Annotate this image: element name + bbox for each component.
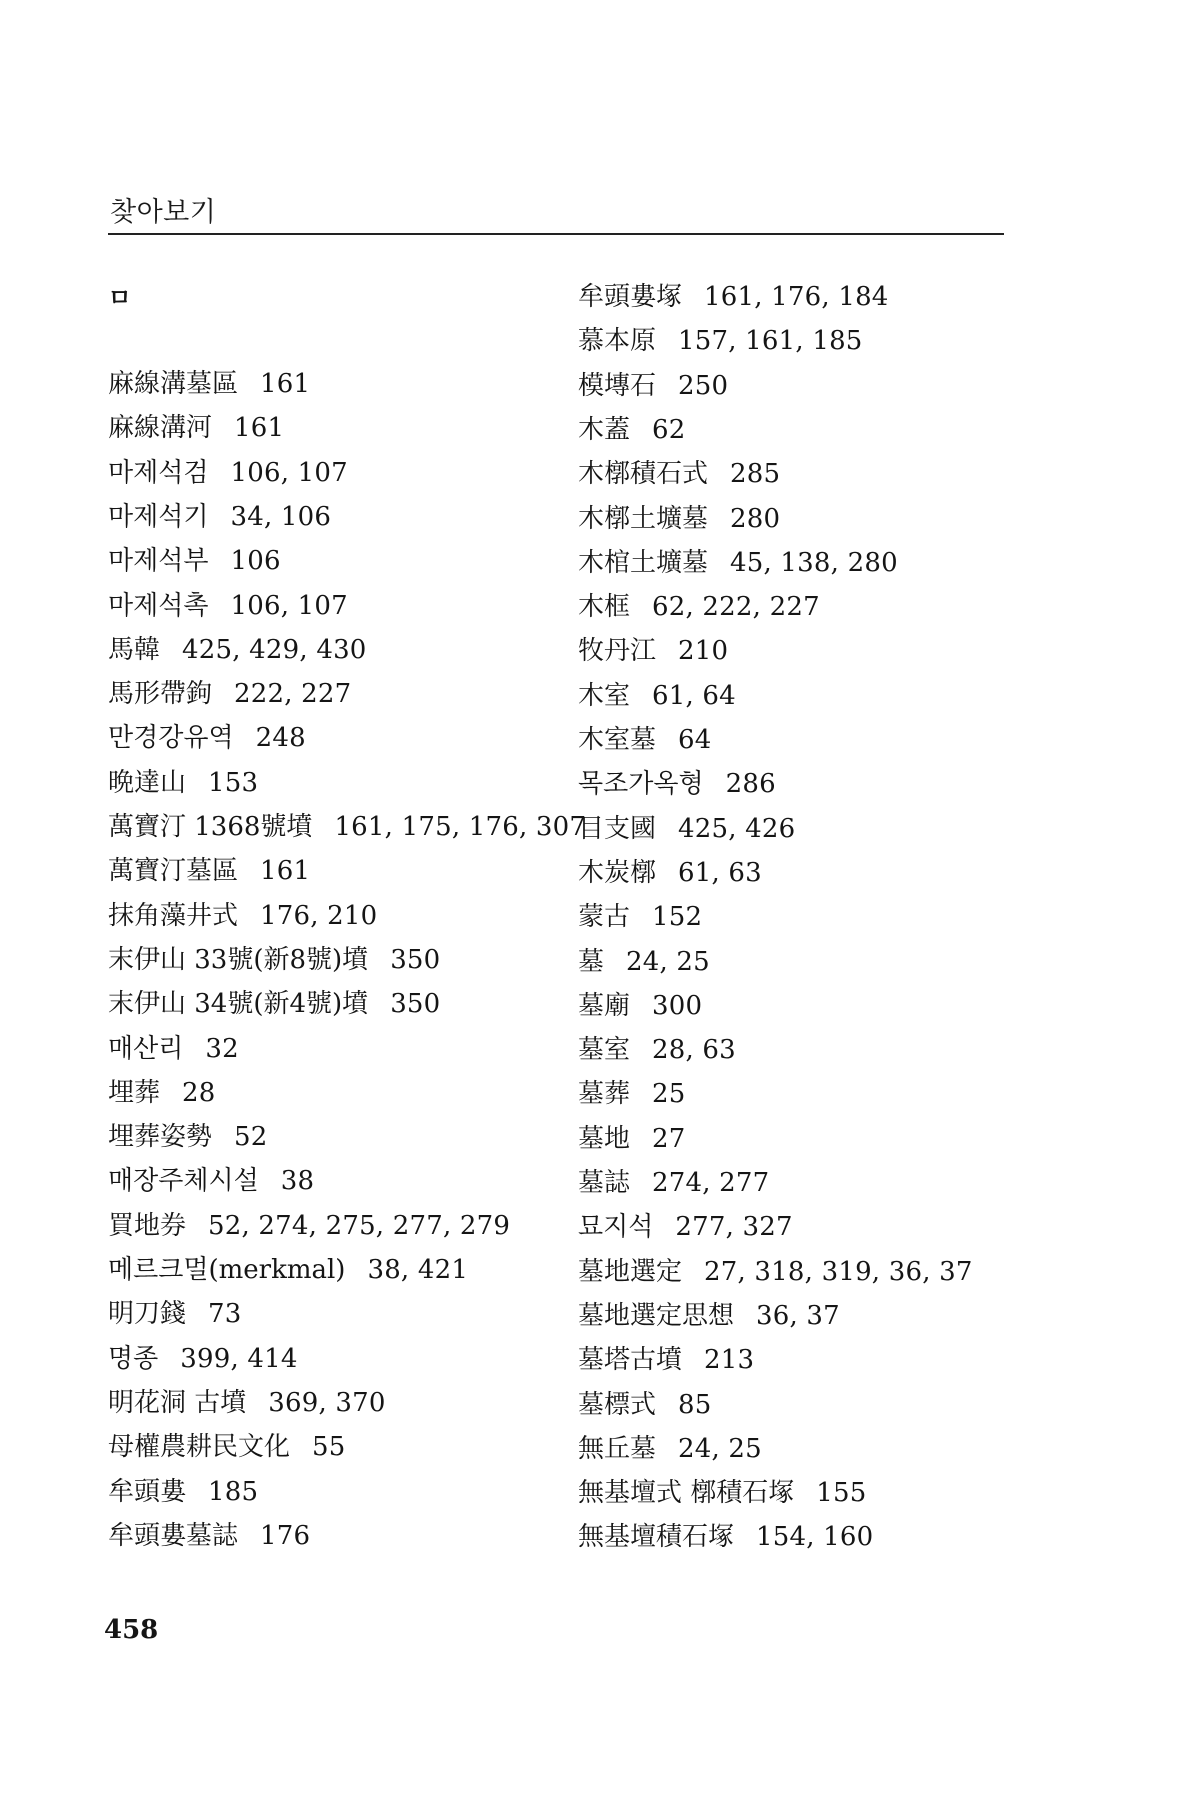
index-term: 木框 bbox=[578, 592, 631, 623]
index-term: 墓標式 bbox=[578, 1389, 657, 1420]
index-entry bbox=[108, 453, 348, 493]
index-term: 埋葬 bbox=[108, 1077, 161, 1108]
index-page-refs: 62, 222, 227 bbox=[652, 592, 820, 623]
index-page-refs: 280 bbox=[730, 503, 781, 534]
index-page-refs: 210 bbox=[678, 636, 729, 667]
index-page-refs: 24, 25 bbox=[626, 946, 710, 977]
index-page-refs: 161, 176, 184 bbox=[704, 282, 889, 312]
index-page-refs: 25 bbox=[652, 1079, 686, 1110]
index-entry bbox=[108, 364, 310, 404]
index-term: 買地券 bbox=[108, 1210, 187, 1241]
index-entry bbox=[108, 541, 281, 581]
index-term: 마제석부 bbox=[108, 546, 209, 577]
index-entry bbox=[108, 1427, 346, 1467]
index-page-refs: 152 bbox=[652, 902, 703, 933]
index-entry bbox=[578, 587, 820, 627]
index-page-refs: 285 bbox=[730, 459, 781, 490]
index-term: 牟頭婁塚 bbox=[578, 282, 683, 312]
page-number: 458 bbox=[104, 1615, 159, 1645]
index-entry bbox=[108, 1294, 242, 1334]
index-term: 木槨積石式 bbox=[578, 459, 709, 490]
index-entry bbox=[578, 1296, 840, 1336]
index-page-refs: 369, 370 bbox=[268, 1387, 386, 1418]
index-entry bbox=[108, 896, 377, 936]
index-page-refs: 161 bbox=[260, 856, 311, 887]
index-entry bbox=[108, 851, 310, 891]
index-page-refs: 350 bbox=[390, 944, 441, 975]
index-page-refs: 222, 227 bbox=[234, 679, 352, 710]
index-page-refs: 27, 318, 319, 36, 37 bbox=[704, 1256, 973, 1287]
index-page-refs: 24, 25 bbox=[678, 1433, 762, 1464]
index-entry bbox=[108, 940, 440, 980]
index-term: 無基壇積石塚 bbox=[578, 1522, 735, 1553]
index-term: 模塼石 bbox=[578, 370, 657, 401]
index-page-refs: 300 bbox=[652, 990, 703, 1021]
index-term: 墓葬 bbox=[578, 1079, 631, 1110]
index-entry bbox=[108, 984, 440, 1024]
index-entry bbox=[578, 499, 780, 539]
index-page-refs: 38, 421 bbox=[367, 1255, 469, 1285]
index-entry bbox=[578, 1252, 973, 1292]
index-page-refs: 62 bbox=[652, 414, 686, 445]
index-entry bbox=[578, 986, 702, 1026]
index-term: 墓地選定思想 bbox=[578, 1300, 735, 1331]
index-entry bbox=[578, 1030, 736, 1070]
index-entry bbox=[108, 763, 258, 803]
index-term: 馬韓 bbox=[108, 634, 161, 665]
index-term: 牧丹江 bbox=[578, 636, 657, 667]
index-entry bbox=[108, 1206, 510, 1246]
index-page-refs: 36, 37 bbox=[756, 1300, 840, 1331]
index-term: 晩達山 bbox=[108, 767, 187, 798]
index-entry bbox=[108, 1161, 314, 1201]
index-term: 蒙古 bbox=[578, 902, 631, 933]
index-page-refs: 45, 138, 280 bbox=[730, 547, 898, 578]
index-term: 묘지석 bbox=[578, 1212, 654, 1243]
index-entry bbox=[578, 543, 898, 583]
running-head: 찾아보기 bbox=[110, 197, 217, 228]
index-term: 萬寶汀 1368號墳 bbox=[108, 812, 313, 842]
index-term: 麻線溝墓區 bbox=[108, 369, 239, 399]
index-term: 마제석촉 bbox=[108, 590, 209, 621]
index-term: 末伊山 33號(新8號)墳 bbox=[108, 944, 369, 975]
index-page-refs: 425, 426 bbox=[678, 813, 796, 844]
index-term: 墓地選定 bbox=[578, 1256, 683, 1287]
index-term: 末伊山 34號(新4號)墳 bbox=[108, 989, 369, 1020]
index-term: 木棺土壙墓 bbox=[578, 547, 709, 578]
index-page-refs: 28, 63 bbox=[652, 1035, 736, 1066]
index-term: 墓誌 bbox=[578, 1168, 631, 1198]
index-term: 母權農耕民文化 bbox=[108, 1432, 291, 1463]
header-rule bbox=[108, 233, 1004, 235]
index-entry bbox=[108, 1339, 298, 1379]
index-term: 墓地 bbox=[578, 1123, 631, 1154]
index-entry bbox=[578, 321, 863, 361]
index-page-refs: 153 bbox=[208, 767, 259, 798]
index-entry bbox=[108, 674, 351, 714]
index-term: 明花洞 古墳 bbox=[108, 1387, 247, 1418]
index-entry bbox=[578, 1207, 793, 1247]
index-term: 慕本原 bbox=[578, 326, 657, 357]
index-page-refs: 61, 63 bbox=[678, 857, 762, 888]
index-page-refs: 34, 106 bbox=[230, 501, 332, 532]
index-page-refs: 28 bbox=[182, 1077, 216, 1108]
index-page-refs: 27 bbox=[652, 1123, 686, 1154]
index-term: 馬形帶鉤 bbox=[108, 679, 213, 710]
index-entry bbox=[578, 1163, 769, 1203]
index-entry bbox=[578, 853, 762, 893]
index-page-refs: 106, 107 bbox=[230, 590, 348, 621]
index-term: 墓室 bbox=[578, 1035, 631, 1066]
index-entry bbox=[578, 366, 728, 406]
index-page-refs: 250 bbox=[678, 370, 729, 401]
index-term: 萬寶汀墓區 bbox=[108, 856, 239, 887]
index-page-refs: 399, 414 bbox=[180, 1343, 298, 1374]
index-term: 無基壇式 槨積石塚 bbox=[578, 1478, 795, 1509]
index-page-refs: 38 bbox=[280, 1166, 315, 1197]
index-page-refs: 161 bbox=[234, 413, 285, 444]
index-page-refs: 274, 277 bbox=[652, 1168, 770, 1198]
index-term: 埋葬姿勢 bbox=[108, 1122, 213, 1153]
index-page-refs: 161 bbox=[260, 369, 311, 399]
index-page-refs: 161, 175, 176, 307 bbox=[334, 812, 587, 842]
index-term: 목조가옥형 bbox=[578, 769, 704, 800]
index-entry bbox=[578, 897, 702, 937]
index-page-refs: 55 bbox=[312, 1432, 346, 1463]
index-page-refs: 154, 160 bbox=[756, 1522, 874, 1553]
index-term: 墓廟 bbox=[578, 990, 631, 1021]
index-term: 墓 bbox=[578, 946, 605, 977]
index-entry bbox=[578, 1119, 686, 1159]
index-term: 無丘墓 bbox=[578, 1433, 657, 1464]
index-entry bbox=[578, 1385, 712, 1425]
index-entry bbox=[578, 1340, 754, 1380]
index-term: 마제석기 bbox=[108, 501, 209, 532]
index-term: 木炭槨 bbox=[578, 857, 657, 888]
index-page-refs: 52 bbox=[234, 1122, 268, 1153]
index-entry bbox=[108, 408, 284, 448]
index-entry bbox=[108, 1516, 310, 1556]
index-page-refs: 52, 274, 275, 277, 279 bbox=[208, 1210, 511, 1241]
index-entry bbox=[108, 497, 331, 537]
index-entry bbox=[578, 809, 795, 849]
index-page-refs: 248 bbox=[255, 723, 306, 754]
index-term: 木蓋 bbox=[578, 414, 631, 445]
index-entry bbox=[108, 1029, 239, 1069]
index-page-refs: 106, 107 bbox=[230, 457, 348, 488]
index-entry bbox=[578, 410, 686, 450]
index-page-refs: 185 bbox=[208, 1476, 259, 1507]
index-page-refs: 64 bbox=[678, 725, 712, 755]
index-term: 木室 bbox=[578, 680, 631, 711]
index-entry bbox=[108, 630, 367, 670]
index-entry bbox=[578, 676, 736, 716]
index-entry bbox=[578, 1473, 867, 1513]
index-entry bbox=[108, 718, 306, 758]
index-term: 만경강유역 bbox=[108, 723, 234, 754]
section-letter: ㅁ bbox=[108, 284, 132, 312]
index-entry bbox=[578, 720, 712, 760]
index-term: 마제석검 bbox=[108, 457, 209, 488]
index-entry bbox=[578, 1517, 873, 1557]
index-term: 抹角藻井式 bbox=[108, 900, 239, 931]
index-term: 메르크멀(merkmal) bbox=[108, 1255, 346, 1285]
index-entry bbox=[108, 1472, 258, 1512]
index-entry bbox=[108, 586, 348, 626]
index-entry bbox=[578, 764, 776, 804]
index-term: 麻線溝河 bbox=[108, 413, 213, 444]
index-entry bbox=[108, 1073, 216, 1113]
index-page-refs: 350 bbox=[390, 989, 441, 1020]
index-page-refs: 61, 64 bbox=[652, 680, 736, 711]
index-entry bbox=[578, 1074, 686, 1114]
index-page-refs: 157, 161, 185 bbox=[678, 326, 863, 357]
index-entry bbox=[578, 277, 889, 317]
index-entry bbox=[108, 807, 586, 847]
index-term: 牟頭婁 bbox=[108, 1476, 187, 1507]
index-page-refs: 106 bbox=[230, 546, 281, 577]
index-page-refs: 73 bbox=[208, 1299, 242, 1330]
index-entry bbox=[578, 942, 710, 982]
index-page-refs: 213 bbox=[704, 1345, 755, 1376]
index-entry bbox=[108, 1117, 268, 1157]
index-term: 木槨土壙墓 bbox=[578, 503, 709, 534]
index-page-refs: 155 bbox=[816, 1478, 867, 1509]
index-term: 明刀錢 bbox=[108, 1299, 187, 1330]
index-page-refs: 176, 210 bbox=[260, 900, 378, 931]
index-term: 매산리 bbox=[108, 1033, 184, 1064]
index-entry bbox=[108, 1383, 386, 1423]
index-page-refs: 425, 429, 430 bbox=[182, 634, 367, 665]
index-term: 目支國 bbox=[578, 813, 657, 844]
index-entry bbox=[578, 454, 780, 494]
index-page-refs: 85 bbox=[678, 1389, 712, 1420]
index-term: 매장주체시설 bbox=[108, 1166, 259, 1197]
index-term: 명종 bbox=[108, 1343, 159, 1374]
index-page-refs: 176 bbox=[260, 1520, 311, 1551]
index-page-refs: 286 bbox=[725, 769, 776, 800]
index-page-refs: 32 bbox=[205, 1033, 239, 1064]
index-entry bbox=[578, 631, 728, 671]
index-term: 木室墓 bbox=[578, 725, 657, 755]
index-term: 墓塔古墳 bbox=[578, 1345, 683, 1376]
index-page-refs: 277, 327 bbox=[675, 1212, 793, 1243]
index-term: 牟頭婁墓誌 bbox=[108, 1520, 239, 1551]
index-entry bbox=[578, 1429, 762, 1469]
index-entry bbox=[108, 1250, 468, 1290]
